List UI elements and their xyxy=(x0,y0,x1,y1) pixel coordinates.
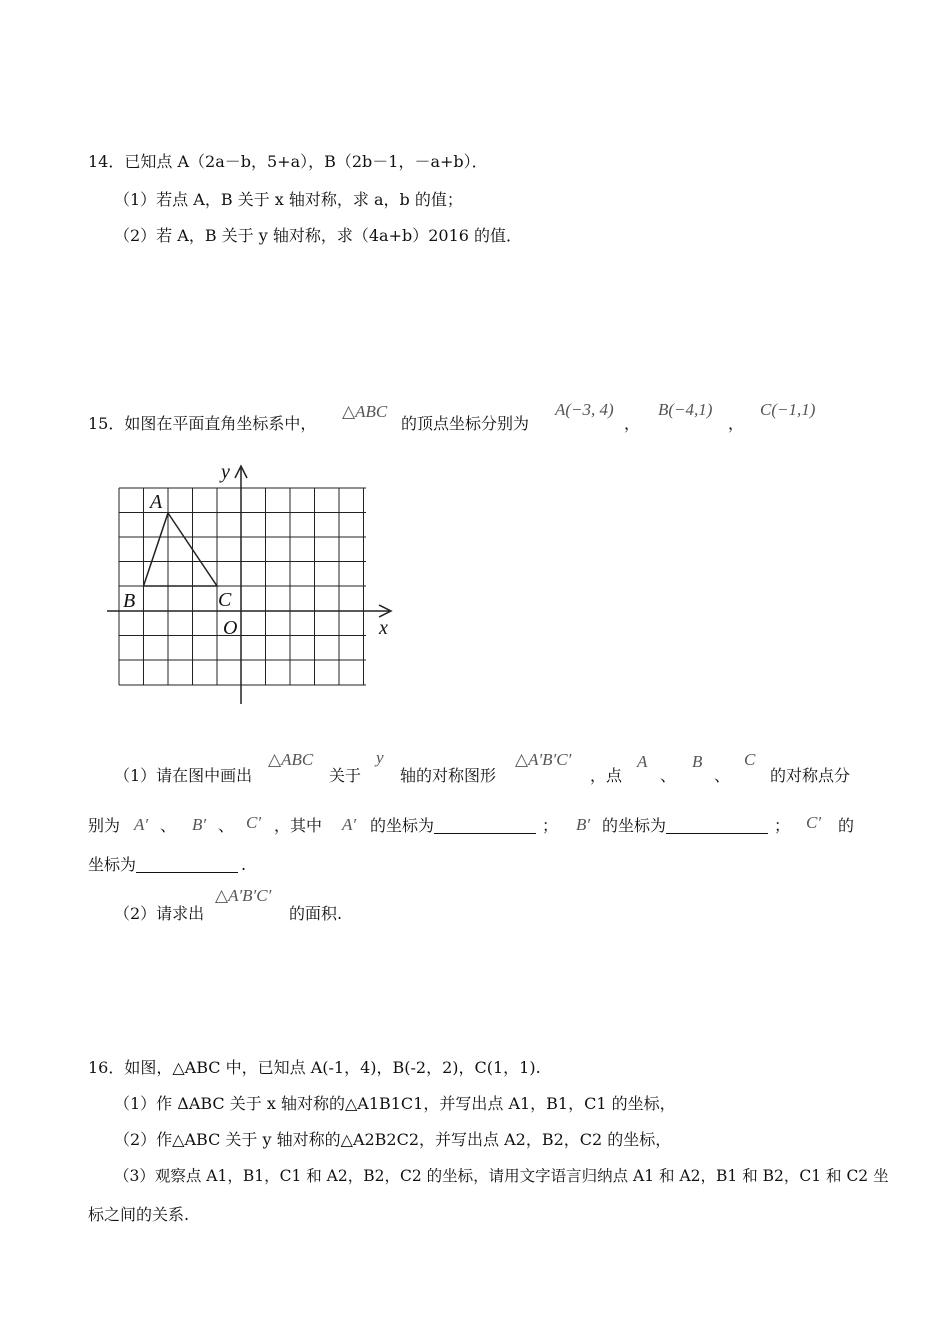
q15-p1-b-prime-2: B′ xyxy=(576,815,591,834)
q15-p1-sep-3: 、 xyxy=(160,816,177,835)
q16-intro: 如图，△ABC 中，已知点 A(-1，4)，B(-2，2)，C(1，1). xyxy=(124,1058,541,1077)
q16-number: 16． xyxy=(88,1058,125,1077)
q14-part2: （2）若 A，B 关于 y 轴对称，求（4a+b）2016 的值． xyxy=(114,226,523,245)
q16-part1: （1）作 ΔABC 关于 x 轴对称的△A1B1C1，并写出点 A1，B1，C1 的坐标， xyxy=(114,1094,676,1113)
q15-intro-prefix: 如图在平面直角坐标系中， xyxy=(124,414,317,433)
vertex-label-c: C xyxy=(218,589,232,611)
q15-p1-point-word: ，点 xyxy=(590,766,623,785)
q16-stem xyxy=(88,1058,541,1078)
q15-p1-tri: △ABC xyxy=(268,750,314,769)
answer-blank-b-prime[interactable] xyxy=(666,817,768,834)
q14-text: 已知点 A（2a－b，5+a），B（2b－1，－a+b）． xyxy=(124,152,488,171)
q14-stem xyxy=(88,152,488,172)
answer-blank-c-prime[interactable] xyxy=(136,856,238,873)
q15-line3-prefix: 坐标为 xyxy=(88,855,137,874)
q15-p1-sep-4: 、 xyxy=(218,816,235,835)
q15-point-a: A(−3, 4) xyxy=(555,400,614,419)
q15-p1-a-prime-2: A′ xyxy=(342,815,357,834)
q15-p1-axis-y: y xyxy=(376,748,384,767)
q15-triangle-abc: △ABC xyxy=(342,402,388,421)
q15-stem xyxy=(88,414,316,434)
vertex-label-a: A xyxy=(150,491,163,513)
y-axis-label: y xyxy=(221,461,230,483)
q15-p1-line3 xyxy=(88,855,246,875)
x-axis-label: x xyxy=(379,617,388,639)
q15-coordinate-figure xyxy=(103,458,403,708)
q14-part1: （1）若点 A，B 关于 x 轴对称，求 a，b 的值； xyxy=(114,190,463,209)
q15-p1-b: B xyxy=(692,752,703,771)
q15-p1-among: ，其中 xyxy=(274,816,323,835)
q15-intro-middle: 的顶点坐标分别为 xyxy=(401,414,530,433)
q15-p2-tri-prime: △A′B′C′ xyxy=(215,886,272,905)
origin-label: O xyxy=(223,617,238,639)
vertex-label-b: B xyxy=(123,590,136,612)
q16-part3: （3）观察点 A1，B1，C1 和 A2，B2，C2 的坐标，请用文字语言归纳点 A1 和 A2，B1 和 B2，C1 和 C2 坐 xyxy=(114,1167,889,1185)
q15-p1-b-prime-1: B′ xyxy=(192,815,207,834)
q15-number: 15． xyxy=(88,414,125,433)
q15-p1-about: 关于 xyxy=(329,766,362,785)
q15-p1-coord-a xyxy=(370,816,558,836)
q15-p1-c-prime-1: C′ xyxy=(246,813,262,832)
q15-p1-sep-1: 、 xyxy=(660,766,677,785)
q15-p1-sep-2: 、 xyxy=(714,766,731,785)
answer-blank-a-prime[interactable] xyxy=(434,817,536,834)
q16-part3-cont: 标之间的关系. xyxy=(88,1205,190,1224)
q16-part2: （2）作△ABC 关于 y 轴对称的△A2B2C2，并写出点 A2，B2，C2 的坐标， xyxy=(114,1130,672,1149)
q15-coord-is-a: 的坐标为 xyxy=(370,816,435,835)
q15-comma-2: ， xyxy=(728,414,745,433)
coordinate-grid xyxy=(103,458,403,708)
q15-comma-1: ， xyxy=(624,414,641,433)
q15-point-c: C(−1,1) xyxy=(760,400,816,419)
q15-p1-axis-text: 轴的对称图形 xyxy=(400,766,497,785)
q15-semicolon-b: ； xyxy=(774,816,791,835)
q15-p2-suffix: 的面积. xyxy=(289,904,343,923)
q15-line3-period: . xyxy=(241,855,247,874)
triangle-abc xyxy=(144,513,218,586)
q15-p1-de: 的 xyxy=(838,816,855,835)
q15-p1-tri-prime: △A′B′C′ xyxy=(515,750,572,769)
q15-point-b: B(−4,1) xyxy=(658,400,713,419)
q15-p1-suffix: 的对称点分 xyxy=(770,766,851,785)
q15-p1-prefix: （1）请在图中画出 xyxy=(114,766,253,785)
q15-p1-coord-b xyxy=(602,816,790,836)
q15-semicolon-a: ； xyxy=(542,816,559,835)
q14-number: 14． xyxy=(88,152,125,171)
q15-coord-is-b: 的坐标为 xyxy=(602,816,667,835)
q15-p1-a: A xyxy=(637,752,648,771)
q15-p2-prefix: （2）请求出 xyxy=(114,904,205,923)
q15-p1-c-prime-2: C′ xyxy=(806,813,822,832)
q15-p1-a-prime-1: A′ xyxy=(134,815,149,834)
q15-p1-line2-prefix: 别为 xyxy=(88,816,121,835)
q15-p1-c: C xyxy=(744,750,756,769)
